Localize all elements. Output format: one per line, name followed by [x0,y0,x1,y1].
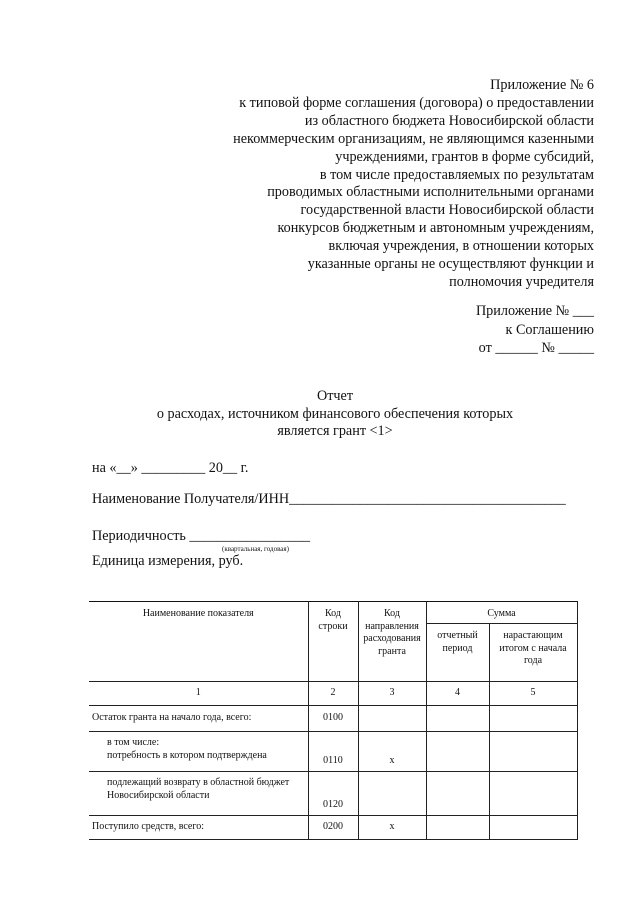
appendix-line: включая учреждения, в отношении которых [328,238,594,255]
appendix-line: к типовой форме соглашения (договора) о предоставлении [239,94,594,111]
row-period-value[interactable] [426,706,489,732]
appendix-line: проводимых областными исполнительными органами [267,184,594,201]
row-cumulative-value[interactable] [489,706,577,732]
row-code: 0200 [308,816,358,840]
row-cumulative-value[interactable] [489,772,577,816]
report-title-line: является грант <1> [277,423,393,439]
periodicity-field: Периодичность _________________ [92,528,311,544]
column-number: 3 [358,682,426,706]
table-row [89,732,577,772]
header-reporting-period: отчетный период [426,624,489,682]
report-title-line: Отчет [316,388,354,404]
appendix-line: из областного бюджета Новосибирской области [304,112,594,129]
row-direction [358,706,426,732]
header-cumulative: нарастающим итогом с начала года [489,624,577,682]
row-code: 0110 [308,732,358,772]
agreement-appendix-number: Приложение № ___ [475,303,594,319]
appendix-line: в том числе предоставляемых по результатам [319,166,594,183]
column-number: 2 [308,682,358,706]
table-row [89,706,577,732]
appendix-line: полномочия учредителя [449,273,594,290]
row-name: Остаток гранта на начало года, всего: [89,706,308,732]
appendix-line: учреждениями, грантов в форме субсидий, [335,148,594,165]
report-title [120,388,550,441]
row-period-value[interactable] [426,732,489,772]
report-table [89,601,578,840]
table-row [89,772,577,816]
row-name-cell [89,732,308,772]
row-name: подлежащий возврату в областной бюджет Новосибирской области [89,772,308,816]
table-row [89,816,577,840]
report-title-line: о расходах, источником финансового обеспечения которых [156,405,514,422]
header-direction-code: Код направления расходования гранта [358,602,426,682]
row-code: 0120 [308,772,358,816]
appendix-line: государственной власти Новосибирской области [300,202,594,219]
column-number: 4 [426,682,489,706]
appendix-line: конкурсов бюджетным и автономным учреждениям, [277,220,594,237]
header-indicator: Наименование показателя [89,602,308,682]
header-sum: Сумма [426,602,577,624]
row-name-prefix: в том числе: [107,737,160,748]
row-direction: x [358,816,426,840]
agreement-label: к Соглашению [505,321,594,338]
agreement-reference [344,302,594,358]
appendix-line: Приложение № 6 [490,77,594,93]
row-name: потребность в котором подтверждена [107,749,267,761]
row-cumulative-value[interactable] [489,816,577,840]
row-name: Поступило средств, всего: [89,816,308,840]
row-period-value[interactable] [426,816,489,840]
unit-field: Единица измерения, руб. [92,553,244,569]
agreement-date-number: от ______ № _____ [478,340,594,356]
periodicity-hint: (квартальная, годовая) [222,545,289,553]
appendix-line: указанные органы не осуществляют функции и [307,256,594,273]
row-cumulative-value[interactable] [489,732,577,772]
appendix-line: некоммерческим организациям, не являющимся казенными [233,130,594,147]
row-direction [358,772,426,816]
row-direction: x [358,732,426,772]
row-code: 0100 [308,706,358,732]
appendix-header [134,77,594,292]
column-number: 1 [89,682,308,706]
column-number: 5 [489,682,577,706]
recipient-field: Наименование Получателя/ИНН_______________________________________ [92,491,566,507]
report-date-field: на «__» _________ 20__ г. [92,460,249,476]
header-line-code: Код строки [308,602,358,682]
column-number-row [89,682,577,706]
row-period-value[interactable] [426,772,489,816]
